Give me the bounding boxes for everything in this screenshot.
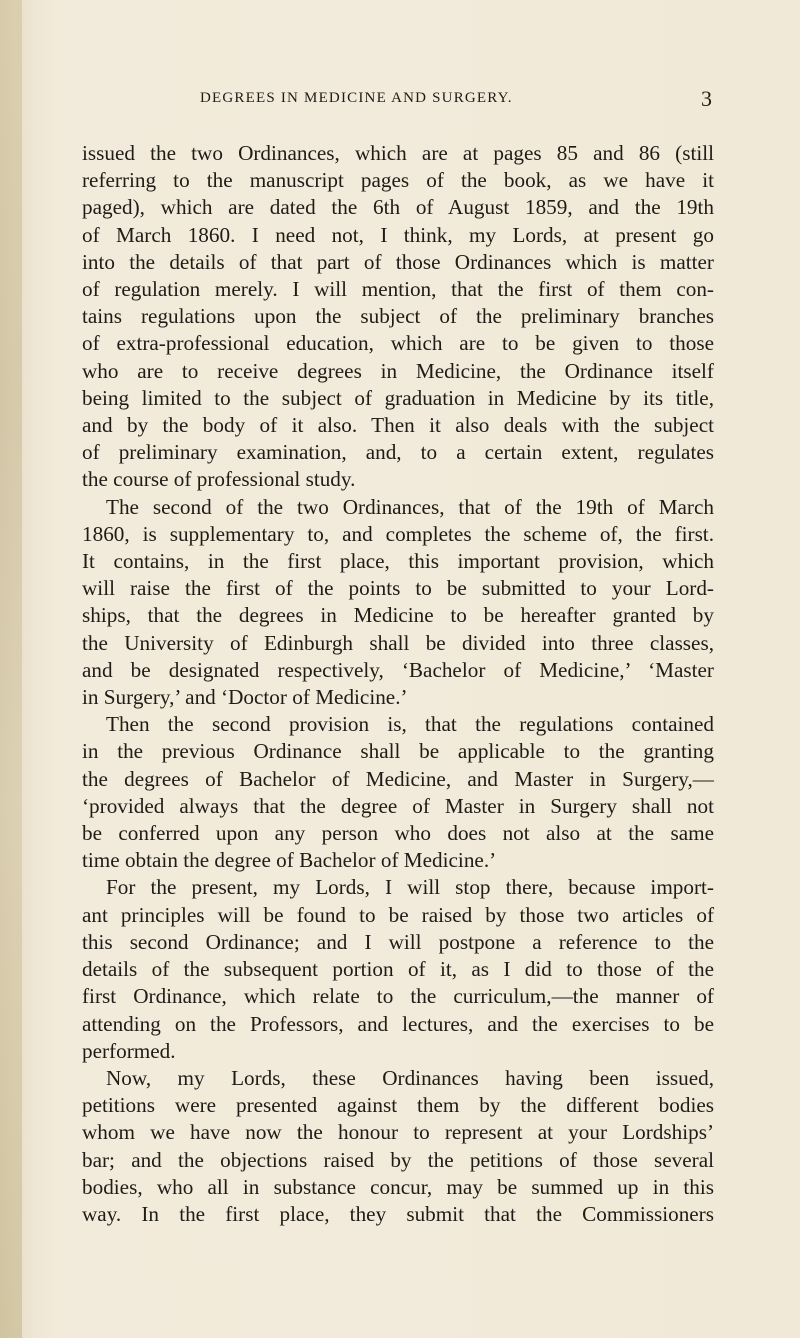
text-line: tains regulations upon the subject of the preliminary branches (82, 304, 714, 329)
text-line: of preliminary examination, and, to a certain extent, regulates (82, 440, 714, 465)
text-line: being limited to the subject of graduation in Medicine by its title, (82, 385, 714, 410)
text-line: the course of professional study. (82, 467, 356, 492)
text-line: of extra-professional education, which are to be given to those (82, 331, 714, 356)
text-line: Now, my Lords, these Ordinances having been issued, (106, 1065, 714, 1090)
text-line: way. In the first place, they submit that the Commissioners (82, 1201, 714, 1226)
text-line: ‘provided always that the degree of Master in Surgery shall not (82, 793, 714, 818)
text-line: issued the two Ordinances, which are at pages 85 and 86 (still (82, 141, 714, 165)
text-line: will raise the first of the points to be submitted to your Lord- (82, 576, 714, 601)
text-line: 1860, is supplementary to, and completes the scheme of, the first. (82, 521, 714, 546)
text-line: the University of Edinburgh shall be divided into three classes, (82, 630, 714, 655)
text-line: referring to the manuscript pages of the book, as we have it (82, 168, 714, 193)
text-line: be conferred upon any person who does not also at the same (82, 821, 714, 846)
text-line: details of the subsequent portion of it, as I did to those of the (82, 957, 714, 982)
text-line: of March 1860. I need not, I think, my Lords, at present go (82, 222, 714, 247)
text-line: of regulation merely. I will mention, that the first of them con- (82, 277, 714, 302)
text-line: ant principles will be found to be raised by those two articles of (82, 902, 714, 927)
running-head: DEGREES IN MEDICINE AND SURGERY. (200, 90, 513, 106)
text-line: first Ordinance, which relate to the curriculum,—the manner of (82, 984, 714, 1009)
text-line: who are to receive degrees in Medicine, the Ordinance itself (82, 358, 714, 383)
page-header (200, 86, 712, 114)
text-line: the degrees of Bachelor of Medicine, and Master in Surgery,— (82, 766, 714, 791)
text-line: It contains, in the first place, this important provision, which (82, 549, 714, 574)
page-binding-edge (0, 0, 22, 1338)
text-line: performed. (82, 1038, 176, 1063)
text-line: For the present, my Lords, I will stop there, because import- (106, 875, 714, 900)
body-text (82, 140, 714, 1228)
page-number: 3 (701, 86, 712, 111)
text-line: attending on the Professors, and lectures, and the exercises to be (82, 1011, 714, 1036)
text-line: in Surgery,’ and ‘Doctor of Medicine.’ (82, 685, 408, 710)
text-line: and be designated respectively, ‘Bachelor of Medicine,’ ‘Master (82, 657, 714, 682)
text-line: paged), which are dated the 6th of August 1859, and the 19th (82, 195, 714, 220)
text-line: bodies, who all in substance concur, may be summed up in this (82, 1174, 714, 1199)
text-line: The second of the two Ordinances, that of the 19th of March (106, 494, 714, 519)
text-line: petitions were presented against them by the different bodies (82, 1093, 714, 1118)
text-line: and by the body of it also. Then it also deals with the subject (82, 413, 714, 438)
text-line: time obtain the degree of Bachelor of Medicine.’ (82, 848, 497, 873)
text-line: Then the second provision is, that the regulations contained (106, 712, 714, 737)
text-line: in the previous Ordinance shall be applicable to the granting (82, 739, 714, 764)
text-line: ships, that the degrees in Medicine to be hereafter granted by (82, 603, 714, 628)
text-line: into the details of that part of those Ordinances which is matter (82, 249, 714, 274)
text-line: bar; and the objections raised by the petitions of those several (82, 1147, 714, 1172)
text-line: whom we have now the honour to represent at your Lordships’ (82, 1120, 714, 1145)
text-line: this second Ordinance; and I will postpone a reference to the (82, 929, 714, 954)
